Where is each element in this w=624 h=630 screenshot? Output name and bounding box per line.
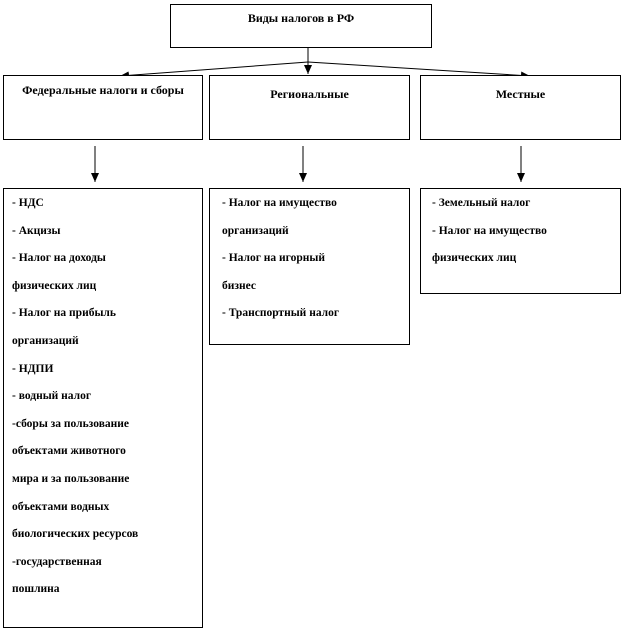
- list-item: - Налог на прибыль: [12, 307, 116, 320]
- arrow-title-to-federal: [120, 62, 308, 76]
- local-header-box: [420, 75, 621, 140]
- local-header: Местные: [495, 87, 546, 101]
- list-item: - Транспортный налог: [222, 307, 340, 320]
- federal-header-box: [3, 75, 203, 140]
- list-item: - Налог на доходы: [12, 252, 106, 265]
- arrow-title-to-local: [308, 62, 530, 76]
- list-item: - Налог на имущество: [432, 224, 547, 237]
- local-taxes-list: [420, 188, 621, 294]
- list-item: биологических ресурсов: [12, 528, 139, 541]
- list-item: - НДПИ: [12, 362, 54, 375]
- list-item: - Акцизы: [12, 224, 61, 237]
- list-item: организаций: [12, 334, 79, 347]
- federal-taxes-list: [3, 188, 203, 628]
- list-item: - водный налог: [12, 390, 92, 403]
- federal-header: Федеральные налоги и сборы: [22, 83, 184, 97]
- list-item: мира и за пользование: [12, 472, 130, 485]
- list-item: бизнес: [222, 279, 256, 292]
- list-item: физических лиц: [12, 279, 97, 292]
- title-box: [170, 4, 432, 48]
- list-item: -государственная: [12, 555, 102, 568]
- diagram-title: Виды налогов в РФ: [247, 11, 355, 25]
- list-item: физических лиц: [432, 252, 517, 265]
- regional-header: Региональные: [270, 87, 349, 101]
- list-item: объектами водных: [12, 500, 110, 513]
- list-item: - Налог на игорный: [222, 252, 325, 265]
- list-item: -сборы за пользование: [12, 417, 130, 430]
- list-item: - Налог на имущество: [222, 197, 337, 209]
- regional-taxes-list: [209, 188, 410, 345]
- list-item: - НДС: [12, 197, 44, 209]
- regional-header-box: [209, 75, 410, 140]
- list-item: - Земельный налог: [432, 197, 531, 209]
- list-item: организаций: [222, 224, 289, 237]
- list-item: объектами животного: [12, 445, 126, 458]
- list-item: пошлина: [12, 583, 60, 596]
